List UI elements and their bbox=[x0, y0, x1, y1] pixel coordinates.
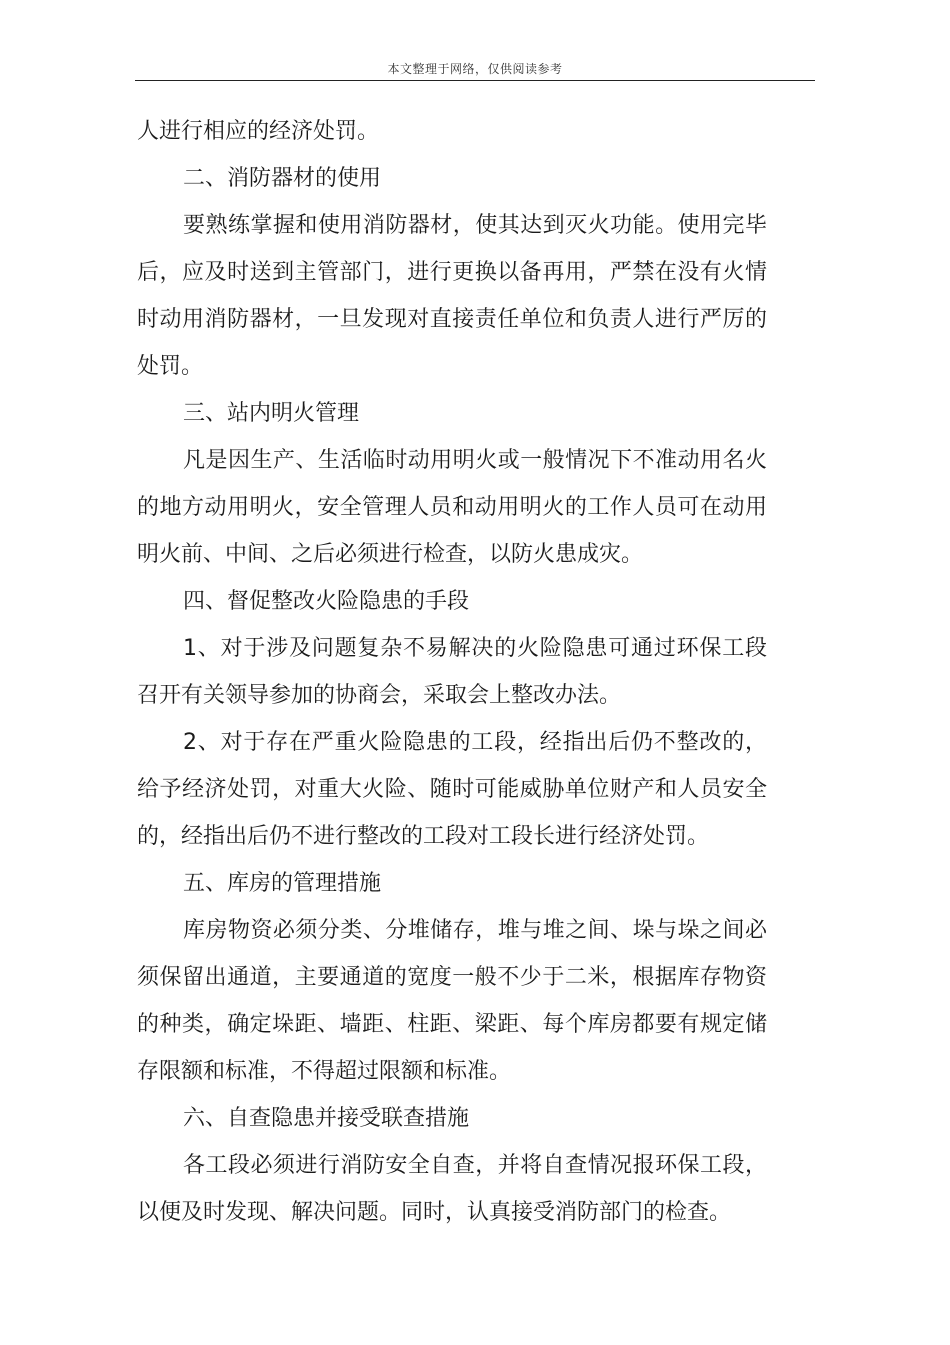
section-heading-self-inspection: 六、自查隐患并接受联查措施 bbox=[183, 1106, 470, 1131]
section-heading-hazard-rectification: 四、督促整改火险隐患的手段 bbox=[183, 589, 470, 614]
paragraph-warehouse: 库房物资必须分类、分堆储存，堆与堆之间、垛与垛之间必须保留出通道，主要通道的宽度一般不少于二米，根据库存物资的种类，确定垛距、墙距、柱距、梁距、每个库房都要有规定储存限额和标准，不得超过限额和标准。 bbox=[137, 918, 767, 1084]
paragraph-continuation: 人进行相应的经济处罚。 bbox=[137, 119, 380, 144]
paragraph-fire-equipment: 要熟练掌握和使用消防器材，使其达到灭火功能。使用完毕后，应及时送到主管部门，进行更换以备再用，严禁在没有火情时动用消防器材，一旦发现对直接责任单位和负责人进行严厉的处罚。 bbox=[137, 213, 767, 379]
header-text: 本文整理于网络，仅供阅读参考 bbox=[387, 62, 563, 76]
paragraph-hazard-item-2: 2、对于存在严重火险隐患的工段，经指出后仍不整改的，给予经济处罚，对重大火险、随时可能威胁单位财产和人员安全的，经指出后仍不进行整改的工段对工段长进行经济处罚。 bbox=[137, 730, 767, 849]
paragraph-open-flame: 凡是因生产、生活临时动用明火或一般情况下不准动用名火的地方动用明火，安全管理人员和动用明火的工作人员可在动用明火前、中间、之后必须进行检查，以防火患成灾。 bbox=[137, 448, 767, 567]
page-header bbox=[135, 60, 815, 77]
header-divider bbox=[135, 80, 815, 81]
section-heading-warehouse: 五、库房的管理措施 bbox=[183, 871, 382, 896]
section-heading-open-flame: 三、站内明火管理 bbox=[183, 401, 360, 426]
section-heading-fire-equipment: 二、消防器材的使用 bbox=[183, 166, 382, 191]
paragraph-hazard-item-1: 1、对于涉及问题复杂不易解决的火险隐患可通过环保工段召开有关领导参加的协商会，采取会上整改办法。 bbox=[137, 636, 767, 708]
document-body bbox=[137, 108, 767, 1236]
paragraph-self-inspection: 各工段必须进行消防安全自查，并将自查情况报环保工段，以便及时发现、解决问题。同时，认真接受消防部门的检查。 bbox=[137, 1153, 767, 1225]
